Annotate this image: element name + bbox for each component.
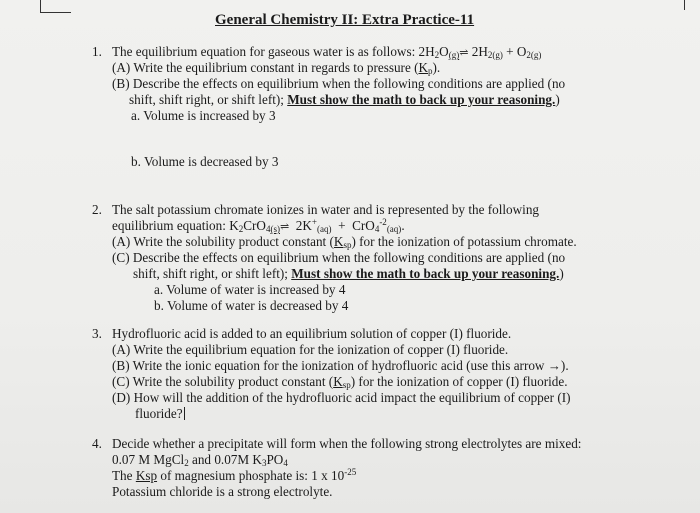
q1-sub-b: b. Volume is decreased by 3 [131,154,279,169]
text-cursor [184,407,185,420]
q2-part-c-line1: (C) Describe the effects on equilibrium when the following conditions are applied (no [112,250,566,265]
question-4-number: 4. [92,436,102,451]
page-corner-mark-left [40,0,71,13]
q1-stem-text: The equilibrium equation for gaseous water is as follows: [112,44,416,59]
q1-part-b-line2: shift, shift right, or shift left); Must show the math to back up your reasoning.) [129,92,560,107]
question-3-number: 3. [92,326,102,341]
q4-line3: The Ksp of magnesium phosphate is: 1 x $10^{-25}$ [112,467,357,483]
q1-part-b-line1: (B) Describe the effects on equilibrium when the following conditions are applied (no [112,76,566,91]
q2-part-c-line2: shift, shift right, or shift left); Must show the math to back up your reasoning.) [133,266,564,281]
question-2-number: 2. [92,202,102,217]
q2-part-a: (A) Write the solubility product constant $(K_{sp})$ for the ionization of potassium chromate. [112,234,577,250]
q1-sub-a: a. Volume is increased by 3 [131,108,276,123]
q3-line1: Hydrofluoric acid is added to an equilibrium solution of copper (I) fluoride. [112,326,512,341]
q2-sub-a: a. Volume of water is increased by 4 [154,282,346,297]
q4-line4: Potassium chloride is a strong electrolyte. [112,484,333,499]
question-1-number: 1. [92,44,102,59]
q1-equation: $2H_2O_{(g)}\rightleftharpoons$ $2H_{2(g)} + O_{2(g)}$ [418,44,542,60]
q1-part-a: (A) Write the equilibrium constant in regards to pressure $(K_p)$. [112,60,441,76]
q2-sub-b: b. Volume of water is decreased by 4 [154,298,349,313]
q4-line2: 0.07 M MgCl$_2$ and 0.07M $K_3PO_4$ [112,452,288,468]
worksheet-title: General Chemistry II: Extra Practice-11 [215,12,475,28]
page-corner-mark-right [684,0,695,10]
q2-equation-line: equilibrium equation: $K_2CrO_{4(s)}\rightleftharpoons$ $2K^+_{(aq)} + CrO_4^{-2}_{(aq)}$. [112,217,405,234]
question-1-stem [112,44,541,61]
q3-part-a: (A) Write the equilibrium equation for the ionization of copper (I) fluoride. [112,342,509,357]
q3-part-c: (C) Write the solubility product constant $(K_{sp})$ for the ionization of copper (I) fluoride. [112,374,568,390]
q3-part-d-line2: fluoride? [135,406,183,421]
q4-line1: Decide whether a precipitate will form when the following strong electrolytes are mixed: [112,436,582,451]
q3-part-b: (B) Write the ionic equation for the ionization of hydrofluoric acid (use this arrow →). [112,358,569,373]
q3-part-d-line1: (D) How will the addition of the hydrofluoric acid impact the equilibrium of copper (I) [112,390,571,405]
q2-line1: The salt potassium chromate ionizes in water and is represented by the following [112,202,540,217]
